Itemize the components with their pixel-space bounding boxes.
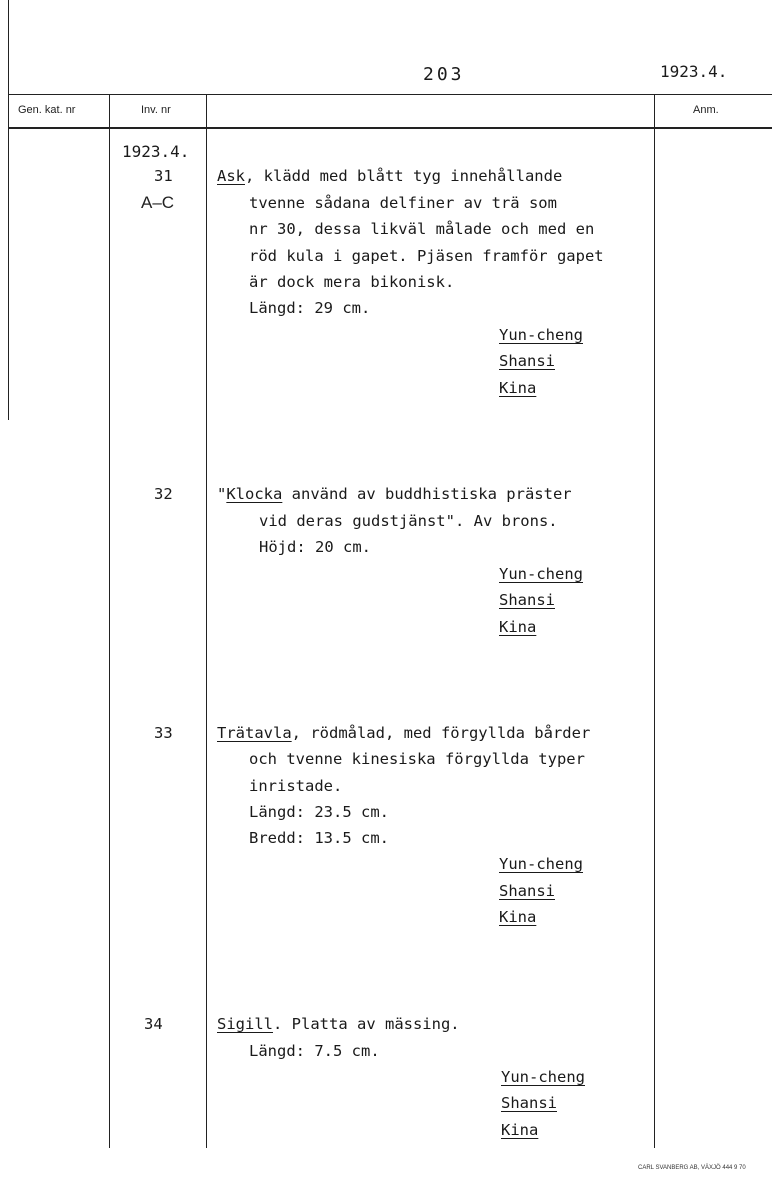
inventory-number: 33	[154, 724, 173, 742]
column-header-inv-nr: Inv. nr	[141, 104, 171, 116]
column-rule-anm	[654, 94, 655, 1148]
entry-line: tvenne sådana delfiner av trä som	[249, 194, 557, 212]
column-header-gen-kat-nr: Gen. kat. nr	[18, 104, 76, 116]
place-province: Shansi	[499, 352, 555, 370]
inventory-number: 34	[144, 1015, 163, 1033]
entry-line: nr 30, dessa likväl målade och med en	[249, 220, 595, 238]
entry-line: inristade.	[249, 777, 343, 795]
column-header-anm: Anm.	[693, 104, 719, 116]
entry-line: , klädd med blått tyg innehållande	[245, 167, 563, 185]
column-rule-gen	[109, 94, 110, 1148]
entry-line: . Platta av mässing.	[273, 1015, 460, 1033]
place-province: Shansi	[499, 591, 555, 609]
entry-text	[217, 724, 590, 742]
entry-line: röd kula i gapet. Pjäsen framför gapet	[249, 247, 604, 265]
entry-line: Bredd: 13.5 cm.	[249, 829, 389, 847]
entry-line: Längd: 23.5 cm.	[249, 803, 389, 821]
place-country: Kina	[499, 908, 537, 926]
left-margin-rule	[8, 0, 9, 420]
entry-line: och tvenne kinesiska förgyllda typer	[249, 750, 585, 768]
place-province: Shansi	[501, 1094, 557, 1112]
object-keyword: Klocka	[226, 485, 283, 503]
ledger-reference: 1923.4.	[660, 62, 728, 81]
object-keyword: Ask	[217, 167, 245, 185]
entry-text	[217, 1015, 460, 1033]
header-bottom-rule	[8, 127, 772, 129]
entry-line: , rödmålad, med förgyllda bårder	[291, 724, 591, 742]
place-country: Kina	[499, 379, 537, 397]
place-city: Yun-cheng	[499, 855, 583, 873]
entry-text	[217, 167, 562, 185]
entry-line: Höjd: 20 cm.	[259, 538, 371, 556]
place-province: Shansi	[499, 882, 555, 900]
header-top-rule	[8, 94, 772, 95]
place-country: Kina	[501, 1121, 539, 1139]
object-keyword: Sigill	[217, 1015, 273, 1033]
printer-mark: CARL SVANBERG AB, VÄXJÖ 444 9 70	[638, 1165, 746, 1171]
column-rule-inv	[206, 94, 207, 1148]
entry-line: är dock mera bikonisk.	[249, 273, 455, 291]
inventory-number: 32	[154, 485, 173, 503]
entry-line: Längd: 7.5 cm.	[249, 1042, 380, 1060]
place-city: Yun-cheng	[499, 326, 583, 344]
handwritten-subnote: A–C	[141, 193, 175, 212]
entry-text	[217, 485, 572, 503]
place-city: Yun-cheng	[499, 565, 583, 583]
inventory-number: 31	[154, 167, 173, 185]
quote-mark: "	[217, 485, 227, 503]
place-country: Kina	[499, 618, 537, 636]
entry-line: Längd: 29 cm.	[249, 299, 371, 317]
object-keyword: Trätavla	[217, 724, 292, 742]
section-reference: 1923.4.	[122, 142, 190, 161]
entry-line: använd av buddhistiska präster	[282, 485, 572, 503]
place-city: Yun-cheng	[501, 1068, 585, 1086]
entry-line: vid deras gudstjänst". Av brons.	[259, 512, 558, 530]
page-number: 203	[423, 64, 465, 85]
